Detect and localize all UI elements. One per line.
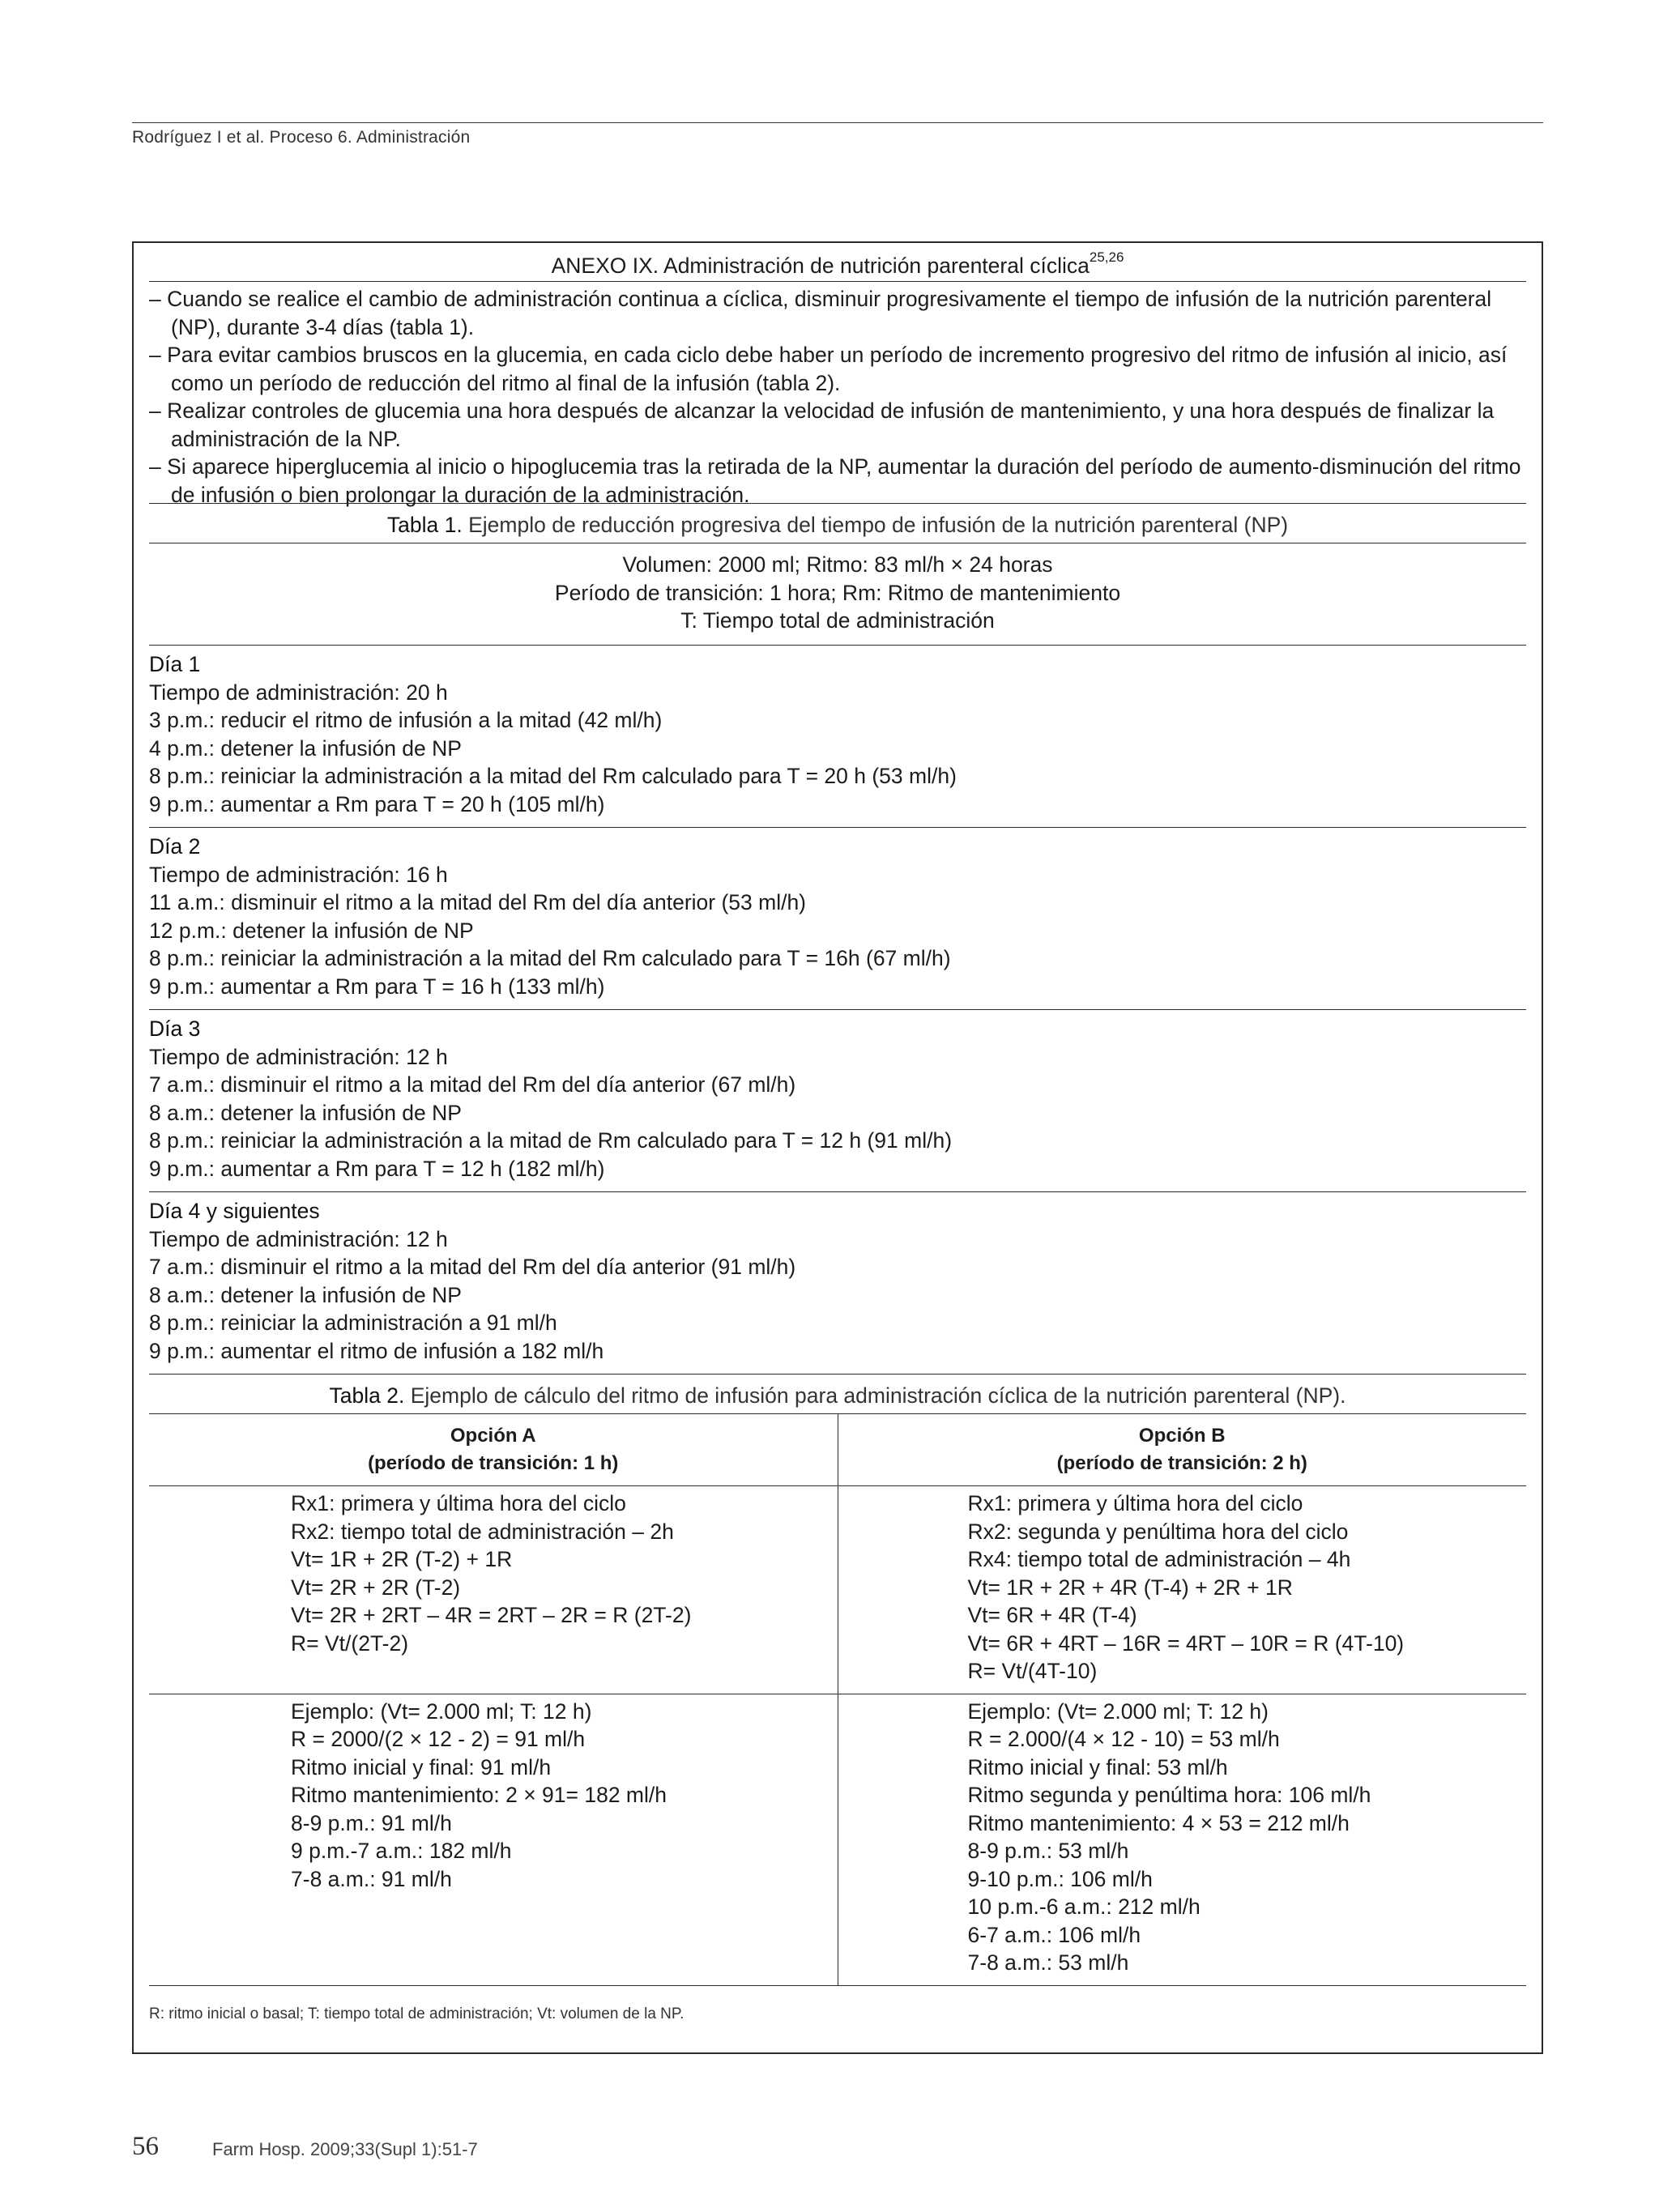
table2-label: Tabla 2. [329,1383,405,1408]
table2-caption [134,1375,1542,1413]
day-line: 7 a.m.: disminuir el ritmo a la mitad del Rm del día anterior (91 ml/h) [149,1255,796,1279]
example-block [149,1694,838,1902]
day-line: 12 p.m.: detener la infusión de NP [149,918,474,943]
example-line: 7-8 a.m.: 53 ml/h [967,1950,1129,1975]
day-line: 7 a.m.: disminuir el ritmo a la mitad del Rm del día anterior (67 ml/h) [149,1072,796,1097]
table1-caption-text: Ejemplo de reducción progresiva del tiempo de infusión de la nutrición parenteral (NP) [468,513,1289,537]
example-line: R = 2.000/(4 × 12 - 10) = 53 ml/h [967,1727,1280,1751]
option-a-header [149,1414,838,1486]
example-line: Ritmo mantenimiento: 2 × 91= 182 ml/h [291,1783,667,1807]
formula-line: Vt= 1R + 2R + 4R (T-4) + 2R + 1R [967,1575,1293,1600]
example-line: Ritmo mantenimiento: 4 × 53 = 212 ml/h [967,1810,1350,1835]
example-block [838,1694,1527,1985]
journal-reference: Farm Hosp. 2009;33(Supl 1):51-7 [212,2139,478,2159]
example-line: 9 p.m.-7 a.m.: 182 ml/h [291,1839,512,1863]
day-line: 11 a.m.: disminuir el ritmo a la mitad del Rm del día anterior (53 ml/h) [149,890,807,914]
bullet-item: – Realizar controles de glucemia una hora después de alcanzar la velocidad de infusión de mantenimiento, y una hora después de finalizar la administración de la NP. [149,397,1526,453]
formula-line: Vt= 2R + 2R (T-2) [291,1575,461,1600]
example-line: Ejemplo: (Vt= 2.000 ml; T: 12 h) [967,1698,1269,1724]
day-line: Tiempo de administración: 20 h [149,680,448,705]
example-line: 9-10 p.m.: 106 ml/h [967,1866,1153,1891]
option-b-example [838,1694,1526,1985]
day-line: 8 p.m.: reiniciar la administración a la mitad del Rm calculado para T = 16h (67 ml/h) [149,946,951,970]
annex-bullets [134,282,1542,507]
page-number: 56 [132,2132,159,2161]
table-row [149,1694,1526,1985]
table2-caption-text: Ejemplo de cálculo del ritmo de infusión para administración cíclica de la nutrición parenteral (NP). [410,1383,1346,1408]
day-block-1 [134,646,1542,827]
annex-title [134,243,1542,281]
example-line: Ritmo segunda y penúltima hora: 106 ml/h [967,1783,1371,1807]
annex-title-refs: 25,26 [1089,249,1124,265]
formula-line: Vt= 6R + 4RT – 16R = 4RT – 10R = R (4T-10) [967,1630,1405,1656]
formula-line: Rx4: tiempo total de administración – 4h [967,1547,1351,1571]
day-line: Tiempo de administración: 12 h [149,1226,448,1251]
day-line: Tiempo de administración: 16 h [149,862,448,887]
bullet-item: – Cuando se realice el cambio de administración continua a cíclica, disminuir progresivamente el tiempo de infusión de la nutrición parenteral (NP), durante 3-4 días (tabla 1). [149,285,1526,341]
day-block-4 [134,1192,1542,1374]
table-header-row [149,1414,1526,1486]
day-line: 8 p.m.: reiniciar la administración a 91 ml/h [149,1311,557,1335]
example-line: 8-9 p.m.: 91 ml/h [291,1810,452,1835]
day-line: 8 a.m.: detener la infusión de NP [149,1100,462,1125]
option-a-formulas [149,1486,838,1694]
day-line: 8 p.m.: reiniciar la administración a la mitad del Rm calculado para T = 20 h (53 ml/h) [149,764,957,788]
day-block-3 [134,1010,1542,1191]
day-title: Día 1 [149,652,201,676]
example-line: Ejemplo: (Vt= 2.000 ml; T: 12 h) [291,1698,592,1724]
example-line: 10 p.m.-6 a.m.: 212 ml/h [967,1894,1201,1919]
day-title: Día 2 [149,834,201,859]
option-a-subtitle: (período de transición: 1 h) [368,1452,619,1474]
table2-options [149,1414,1526,1985]
example-line: Ritmo inicial y final: 91 ml/h [291,1754,552,1779]
example-line: Ritmo inicial y final: 53 ml/h [967,1754,1228,1779]
day-block-2 [134,828,1542,1009]
formula-line: Rx2: tiempo total de administración – 2h [291,1519,674,1544]
formula-line: R= Vt/(4T-10) [967,1659,1098,1683]
annex-box [132,241,1543,2054]
day-line: 4 p.m.: detener la infusión de NP [149,735,462,761]
running-head: Rodríguez I et al. Proceso 6. Administración [132,128,471,147]
example-line: 7-8 a.m.: 91 ml/h [291,1866,452,1891]
day-line: 3 p.m.: reducir el ritmo de infusión a la mitad (42 ml/h) [149,708,663,732]
formula-block [149,1486,838,1665]
formula-line: Rx1: primera y última hora del ciclo [967,1491,1303,1515]
formula-line: R= Vt/(2T-2) [291,1630,409,1656]
param-line: Volumen: 2000 ml; Ritmo: 83 ml/h × 24 horas [622,552,1053,577]
option-b-title: Opción B [1138,1425,1226,1447]
example-line: 6-7 a.m.: 106 ml/h [967,1922,1141,1947]
option-b-formulas [838,1486,1526,1694]
day-line: 9 p.m.: aumentar a Rm para T = 20 h (105 ml/h) [149,791,605,816]
day-line: 9 p.m.: aumentar el ritmo de infusión a 182 ml/h [149,1338,604,1363]
formula-line: Vt= 2R + 2RT – 4R = 2RT – 2R = R (2T-2) [291,1603,692,1627]
param-line: T: Tiempo total de administración [680,608,995,633]
formula-line: Vt= 6R + 4R (T-4) [967,1603,1137,1627]
option-a-title: Opción A [450,1425,536,1447]
day-line: 9 p.m.: aumentar a Rm para T = 16 h (133 ml/h) [149,974,605,999]
table1-params [134,543,1542,645]
formula-block [838,1486,1527,1694]
annex-title-text: ANEXO IX. Administración de nutrición parenteral cíclica [551,254,1090,278]
day-line: 9 p.m.: aumentar a Rm para T = 12 h (182 ml/h) [149,1156,605,1181]
day-line: Tiempo de administración: 12 h [149,1044,448,1069]
day-line: 8 p.m.: reiniciar la administración a la mitad de Rm calculado para T = 12 h (91 ml/h) [149,1128,953,1153]
formula-line: Rx2: segunda y penúltima hora del ciclo [967,1519,1349,1544]
example-line: R = 2000/(2 × 12 - 2) = 91 ml/h [291,1727,586,1751]
table1-label: Tabla 1. [386,513,463,537]
option-b-subtitle: (período de transición: 2 h) [1056,1452,1307,1474]
bullet-item: – Si aparece hiperglucemia al inicio o hipoglucemia tras la retirada de la NP, aumentar la duración del período de aumento-disminución del ritmo de infusión o bien prolongar la duración de la administración. [149,453,1526,509]
table-row [149,1486,1526,1694]
day-title: Día 4 y siguientes [149,1199,320,1223]
table2-note: R: ritmo inicial o basal; T: tiempo total de administración; Vt: volumen de la NP. [149,2005,684,2022]
bullet-item: – Para evitar cambios bruscos en la glucemia, en cada ciclo debe haber un período de incremento progresivo del ritmo de infusión al inicio, así como un período de reducción del ritmo al final de la infusión (tabla 2). [149,341,1526,397]
option-a-example [149,1694,838,1985]
table1-caption [134,504,1542,543]
example-line: 8-9 p.m.: 53 ml/h [967,1839,1129,1863]
day-title: Día 3 [149,1016,201,1041]
header-rule [132,122,1543,123]
param-line: Período de transición: 1 hora; Rm: Ritmo de mantenimiento [554,580,1121,605]
formula-line: Vt= 1R + 2R (T-2) + 1R [291,1547,513,1571]
formula-line: Rx1: primera y última hora del ciclo [291,1491,626,1515]
day-line: 8 a.m.: detener la infusión de NP [149,1282,462,1307]
option-b-header [838,1414,1526,1486]
